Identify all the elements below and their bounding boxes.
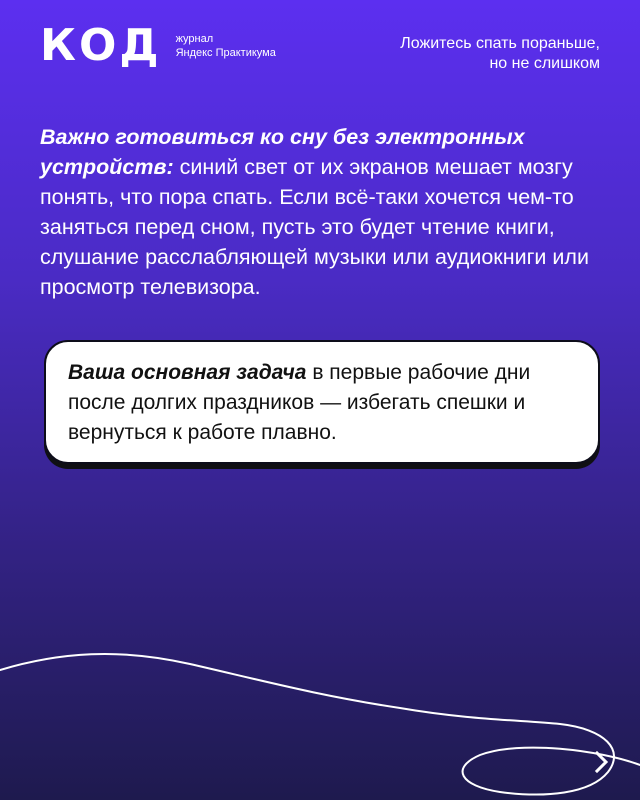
chevron-right-icon[interactable] — [594, 750, 610, 774]
topic-title-line2: но не слишком — [489, 55, 600, 72]
topic-title-line1: Ложитесь спать пораньше, — [400, 35, 600, 52]
callout-body: в первые рабочие дни после долгих праздников — избегать спешки и вернуться к работе плавно. — [68, 361, 531, 444]
logo — [40, 20, 276, 71]
logo-subtitle-line1: журнал — [175, 33, 214, 45]
decorative-wave-line — [0, 600, 640, 800]
logo-mark: КОД — [40, 20, 162, 71]
main-paragraph-lead: Важно готовиться ко сну без электронных устройств: — [40, 125, 525, 179]
logo-subtitle-line2: Яндекс Практикума — [175, 47, 276, 59]
logo-subtitle — [176, 32, 276, 60]
main-paragraph — [40, 122, 600, 302]
callout-box — [44, 340, 600, 464]
callout-lead: Ваша основная задача — [68, 361, 307, 384]
topic-title — [400, 34, 600, 74]
main-paragraph-body: синий свет от их экранов мешает мозгу понять, что пора спать. Если всё-таки хочется чем-то заняться перед сном, пусть это будет чтение книги, слушание расслабляющей музыки или аудиокниги или просмотр телевизора. — [40, 155, 589, 299]
